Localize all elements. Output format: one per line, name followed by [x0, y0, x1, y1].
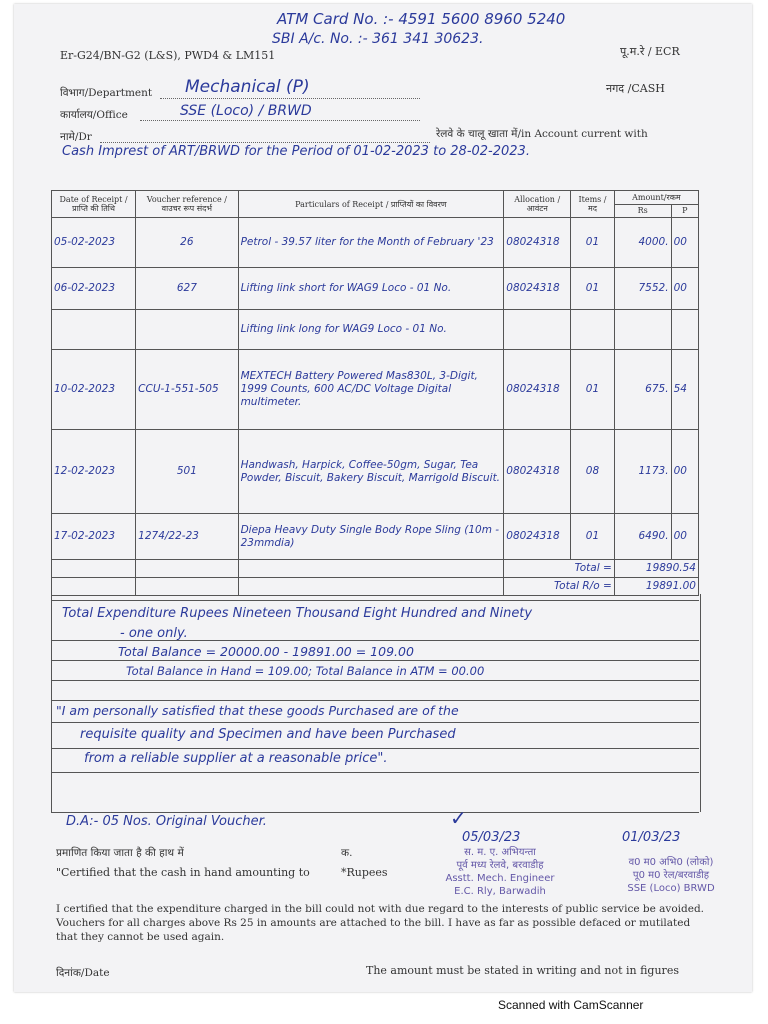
- row-allocation: [504, 310, 571, 350]
- row-rs: 6490.: [614, 514, 671, 560]
- receipts-table: [51, 190, 699, 596]
- row-date: [52, 310, 136, 350]
- row-particulars: Lifting link long for WAG9 Loco - 01 No.: [238, 310, 504, 350]
- total-expenditure-words-cont: - one only.: [120, 626, 188, 641]
- stamp-right-line: व0 म0 अभि0 (लोको): [628, 857, 714, 868]
- row-voucher: 1274/22-23: [136, 514, 238, 560]
- row-allocation: 08024318: [504, 514, 571, 560]
- row-items: 01: [571, 268, 615, 310]
- table-row: [52, 310, 699, 350]
- row-p: 54: [671, 350, 698, 430]
- certificate-paragraph: I certified that the expenditure charged in the bill could not with due regard to the interests of public service be avoided. Vouchers for all charges above Rs 25 in amounts are attached to the bill. I have as far as possible defaced or mutilated that they cannot be used again.: [56, 903, 705, 943]
- cash-label: नगद /CASH: [606, 82, 665, 95]
- row-date: 05-02-2023: [52, 218, 136, 268]
- cash-imprest-period: Cash Imprest of ART/BRWD for the Period of 01-02-2023 to 28-02-2023.: [62, 144, 530, 159]
- certified-ka: क.: [341, 847, 353, 859]
- row-particulars: Diepa Heavy Duty Single Body Rope Sling (10m - 23mmdia): [238, 514, 504, 560]
- header-rs: Rs: [614, 204, 671, 218]
- stamp-left-line: पूर्व मध्य रेलवे, बरवाडीह: [456, 860, 544, 871]
- table-row: [52, 218, 699, 268]
- row-allocation: 08024318: [504, 350, 571, 430]
- rule: [51, 812, 699, 813]
- department-value: Mechanical (P): [185, 77, 310, 97]
- department-dotted-line: [160, 98, 420, 99]
- row-allocation: 08024318: [504, 430, 571, 514]
- stamp-left-line: स. म. ए. अभियन्ता: [464, 847, 536, 858]
- row-p: [671, 310, 698, 350]
- enclosures-line: D.A:- 05 Nos. Original Voucher.: [66, 814, 267, 829]
- row-p: 00: [671, 268, 698, 310]
- row-date: 17-02-2023: [52, 514, 136, 560]
- total-ro-row: [52, 578, 699, 596]
- row-items: 08: [571, 430, 615, 514]
- header-allocation: Allocation / आवंटन: [504, 191, 571, 218]
- stamp-left-line: E.C. Rly, Barwadih: [454, 886, 546, 897]
- table-row: [52, 430, 699, 514]
- row-rs: 7552.: [614, 268, 671, 310]
- header-items: Items / मद: [571, 191, 615, 218]
- rule: [51, 772, 699, 773]
- amount-note: The amount must be stated in writing and not in figures: [366, 964, 679, 977]
- table-row: [52, 514, 699, 560]
- stamp-right-line: पू0 म0 रेल/बरवाडीह: [632, 870, 710, 881]
- row-voucher: [136, 310, 238, 350]
- certified-english: "Certified that the cash in hand amounting to: [56, 866, 310, 879]
- row-p: 00: [671, 514, 698, 560]
- camscanner-watermark: Scanned with CamScanner: [498, 998, 644, 1012]
- stamp-left-line: Asstt. Mech. Engineer: [445, 873, 555, 884]
- total-row: [52, 560, 699, 578]
- signature-date-left: 05/03/23: [462, 830, 521, 845]
- row-particulars: Petrol - 39.57 liter for the Month of February '23: [238, 218, 504, 268]
- rule: [51, 640, 699, 641]
- dr-dotted-line: [100, 142, 430, 143]
- total-ro-label: Total R/o =: [504, 578, 615, 596]
- stamp-left: [420, 846, 580, 898]
- row-voucher: 501: [136, 430, 238, 514]
- certificate-note-line1: "I am personally satisfied that these goods Purchased are of the: [56, 703, 459, 718]
- row-p: 00: [671, 218, 698, 268]
- certificate-note-line2: requisite quality and Specimen and have been Purchased: [80, 727, 456, 742]
- dr-label: नामे/Dr: [60, 131, 92, 143]
- row-particulars: Lifting link short for WAG9 Loco - 01 No.: [238, 268, 504, 310]
- summary-rule: [51, 600, 699, 601]
- table-row: [52, 350, 699, 430]
- row-rs: 1173.: [614, 430, 671, 514]
- row-voucher: CCU-1-551-505: [136, 350, 238, 430]
- row-voucher: 26: [136, 218, 238, 268]
- row-items: 01: [571, 514, 615, 560]
- rule: [51, 660, 699, 661]
- department-label: विभाग/Department: [60, 87, 153, 99]
- total-balance-hand-atm: Total Balance in Hand = 109.00; Total Balance in ATM = 00.00: [126, 664, 485, 678]
- row-date: 12-02-2023: [52, 430, 136, 514]
- total-ro-value: 19891.00: [614, 578, 698, 596]
- total-value: 19890.54: [614, 560, 698, 578]
- atm-card-number: ATM Card No. :- 4591 5600 8960 5240: [277, 10, 566, 28]
- account-current-label: रेलवे के चालू खाता में/in Account current with: [436, 128, 648, 140]
- office-label: कार्यालय/Office: [60, 109, 128, 121]
- signature-left: ✓: [450, 806, 467, 830]
- row-rs: 675.: [614, 350, 671, 430]
- rule: [51, 722, 699, 723]
- row-items: [571, 310, 615, 350]
- form-code: Er-G24/BN-G2 (L&S), PWD4 & LM151: [60, 49, 276, 62]
- row-date: 10-02-2023: [52, 350, 136, 430]
- rule: [51, 700, 699, 701]
- row-particulars: MEXTECH Battery Powered Mas830L, 3-Digit, 1999 Counts, 600 AC/DC Voltage Digital multimeter.: [238, 350, 504, 430]
- row-particulars: Handwash, Harpick, Coffee-50gm, Sugar, Tea Powder, Biscuit, Bakery Biscuit, Marrigold Biscuit.: [238, 430, 504, 514]
- total-balance: Total Balance = 20000.00 - 19891.00 = 109.00: [118, 644, 414, 659]
- office-value: SSE (Loco) / BRWD: [180, 103, 312, 119]
- row-items: 01: [571, 350, 615, 430]
- row-allocation: 08024318: [504, 268, 571, 310]
- header-particulars: Particulars of Receipt / प्राप्तियों का विवरण: [238, 191, 504, 218]
- stamp-right: [606, 856, 736, 895]
- row-allocation: 08024318: [504, 218, 571, 268]
- row-rs: [614, 310, 671, 350]
- header-voucher: Voucher reference / वाउचर रूप संदर्भ: [136, 191, 238, 218]
- header-date: Date of Receipt / प्राप्ति की तिथि: [52, 191, 136, 218]
- certified-rupees: *Rupees: [341, 866, 388, 879]
- total-label: Total =: [504, 560, 615, 578]
- date-label: दिनांक/Date: [56, 967, 110, 979]
- row-items: 01: [571, 218, 615, 268]
- certificate-note-line3: from a reliable supplier at a reasonable price".: [84, 751, 388, 766]
- header-p: P: [671, 204, 698, 218]
- total-expenditure-words: Total Expenditure Rupees Nineteen Thousand Eight Hundred and Ninety: [62, 606, 533, 621]
- rule: [51, 748, 699, 749]
- row-p: 00: [671, 430, 698, 514]
- office-dotted-line: [140, 120, 420, 121]
- header-amount: Amount/रकम: [614, 191, 698, 205]
- row-rs: 4000.: [614, 218, 671, 268]
- ecr-label: पू.म.रे / ECR: [620, 45, 680, 58]
- row-voucher: 627: [136, 268, 238, 310]
- table-row: [52, 268, 699, 310]
- stamp-right-line: SSE (Loco) BRWD: [627, 883, 715, 894]
- row-date: 06-02-2023: [52, 268, 136, 310]
- sbi-account-number: SBI A/c. No. :- 361 341 30623.: [272, 31, 484, 47]
- rule: [51, 680, 699, 681]
- signature-date-right: 01/03/23: [622, 830, 681, 845]
- certified-hindi: प्रमाणित किया जाता है की हाथ में: [56, 847, 184, 859]
